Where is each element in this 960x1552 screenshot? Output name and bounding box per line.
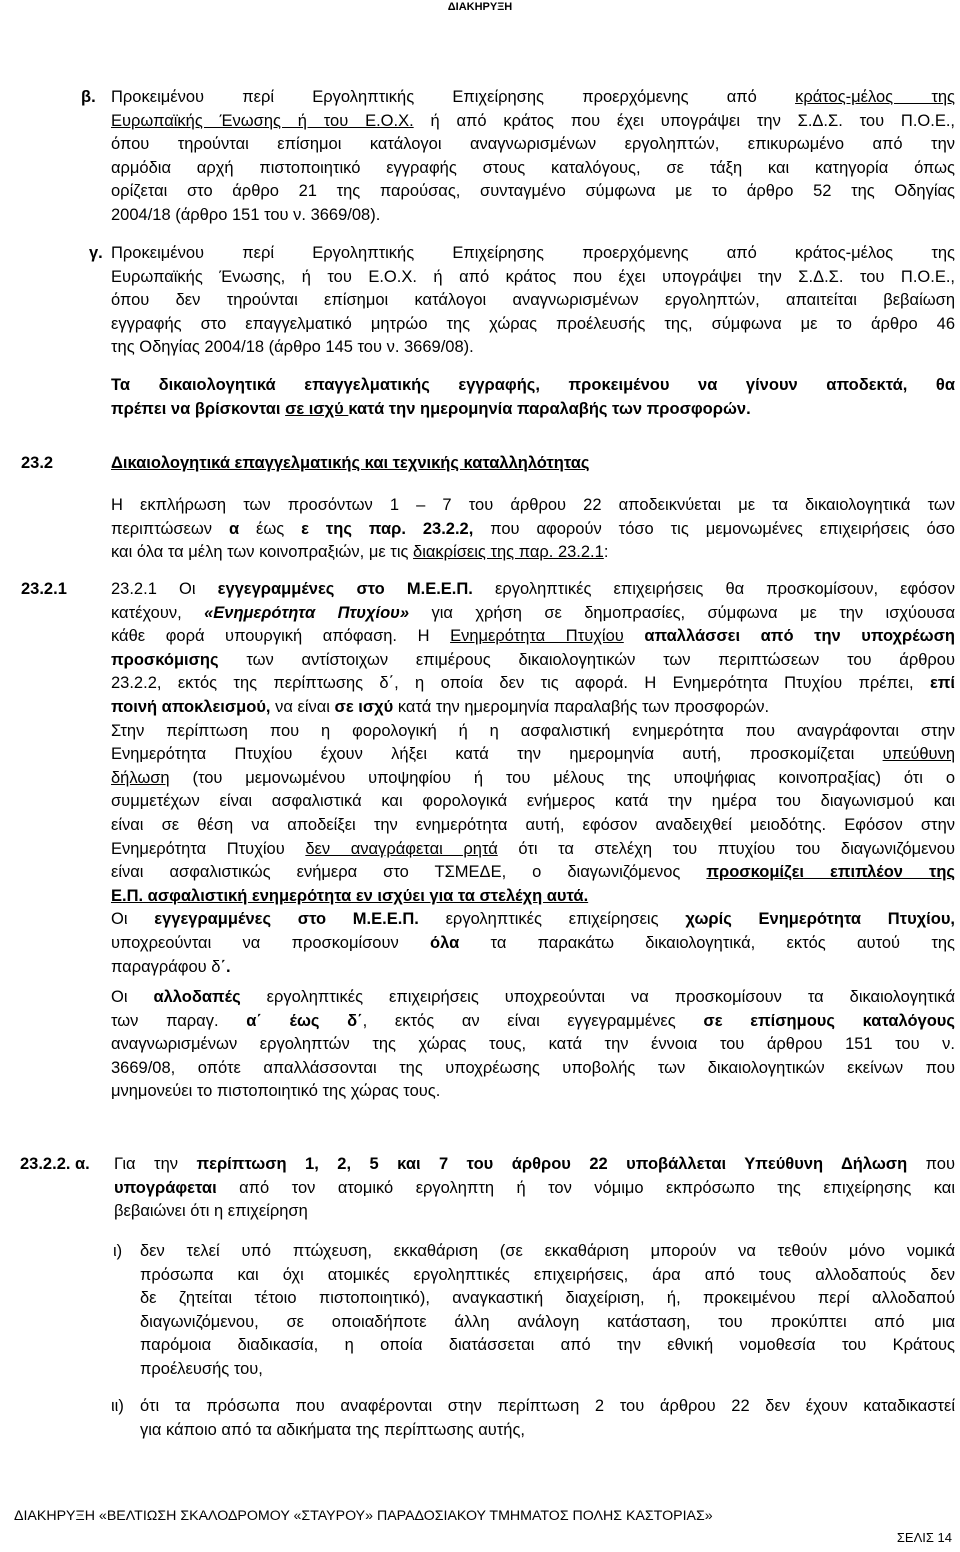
section-23-2-1-body: 23.2.1 Οι εγγεγραμμένες στο Μ.Ε.Ε.Π. εργοληπτικές επιχειρήσεις θα προσκομίσουν, εφόσον κατέχουν, «Ενημερότητα Πτυχίου» για χρήση σε δημοπρασίες, σύμφωνα με την ισχύουσα κάθε φορά υπουργική απόφαση. Η Ενημερότητα Πτυχίου απαλλάσσει από την υποχρέωση προσκόμισης των αντίστοιχων επιμέρους δικαιολογητικών των περιπτώσεων του άρθρου 23.2.2, εκτός της περίπτωσης δ΄, η οποία δεν τις αφορά. Η Ενημερότητα Πτυχίου πρέπει, επί ποινή αποκλεισμού, να είναι σε ισχύ κατά την ημερομηνία παραλαβής των προσφορών. Στην περίπτωση που η φορολογική ή η ασφαλιστική ενημερότητα που αναγράφονται στην Ενημερότητα Πτυχίου έχουν λήξει κατά την ημερομηνία αυτή, προσκομίζεται υπεύθυνη δήλωση (του μεμονωμένου υποψηφίου ή του μέλους της υποψήφιας κοινοπραξίας) ότι ο συμμετέχων είναι ασφαλιστικά και φορολογικά ενήμερος κατά την ημέρα του διαγωνισμού και είναι σε θέση να αποδείξει την ενημερότητα αυτή, εφόσον αναδειχθεί μειοδότης. Εφόσον στην Ενημερότητα Πτυχίου δεν αναγράφεται ρητά ότι τα στελέχη του πτυχίου του διαγωνιζόμενου είναι ασφαλιστικώς ενήμερα στο ΤΣΜΕΔΕ, ο διαγωνιζόμενος προσκομίζει επιπλέον της Ε.Π. ασφαλιστική ενημερότητα εν ισχύει για τα στελέχη αυτά. Οι εγγεγραμμένες στο Μ.Ε.Ε.Π. εργοληπτικές επιχείρησεις χωρίς Ενημερότητα Πτυχίου, υποχρεούνται να προσκομίσουν όλα τα παρακάτω δικαιολογητικά, εκτός αυτού της παραγράφου δ΄. [111, 580, 956, 976]
validity-note: Τα δικαιολογητικά επαγγελματικής εγγραφής, προκειμένου να γίνουν αποδεκτά, θα πρέπει να βρίσκονται σε ισχύ κατά την ημερομηνία παραλαβής των προσφορών. [111, 376, 955, 418]
item-ii-body: ότι τα πρόσωπα που αναφέρονται στην περίπτωση 2 του άρθρου 22 δεν έχουν καταδικαστεί για κάποιο από τα αδικήματα της περίπτωσης αυτής, [140, 1397, 955, 1439]
section-23-2-2-a-label: 23.2.2. α. [20, 1155, 90, 1173]
section-23-2-2-a-body: Για την περίπτωση 1, 2, 5 και 7 του άρθρου 22 υποβάλλεται Υπεύθυνη Δήλωση που υπογράφεται από τον ατομικό εργοληπτη ή τον νόμιμο εκπρόσωπο της επιχείρησης και βεβαιώνει ότι η επιχείρηση [114, 1155, 955, 1221]
foreign-companies-paragraph: Οι αλλοδαπές εργοληπτικές επιχειρήσεις υποχρεούνται να προσκομίσουν τα δικαιολογητικά των παραγ. α΄ έως δ΄, εκτός αν είναι εγγεγραμμένες σε επίσημους καταλόγους αναγνωρισμένων εργοληπτών της χώρας τους, κατά την έννοια του άρθρου 151 του ν. 3669/08, οπότε απαλλάσσονται της υποχρέωσης υποβολής των δικαιολογητικών εκείνων που μνημονεύει το πιστοποιητικό της χώρας τους. [111, 988, 955, 1101]
link-distinctions[interactable]: διακρίσεις της παρ. 23.2.1 [413, 543, 604, 562]
para-b: Προκειμένου περί Εργοληπτικής Επιχείρησης προερχόμενης από κράτος-μέλος της Ευρωπαϊκής Ένωσης ή του Ε.Ο.Χ. ή από κράτος που έχει υπογράψει την Σ.Δ.Σ. του Π.Ο.Ε., όπου τηρούνται επίσημοι κατάλογοι αναγνωρισμένων εργοληπτών, επικυρωμένο από την αρμόδια αρχή πιστοποιητικό εγγραφής στους καταλόγους, σε τάξη και κατηγορία όπως ορίζεται στο άρθρο 21 της παρούσας, συνταγμένο σύμφωνα με το άρθρο 52 της Οδηγίας 2004/18 (άρθρο 151 του ν. 3669/08). [111, 88, 955, 224]
para-c: Προκειμένου περί Εργοληπτικής Επιχείρησης προερχόμενης από κράτος-μέλος της Ευρωπαϊκής Ένωσης, ή του Ε.Ο.Χ. ή από κράτος που έχει υπογράψει την Σ.Δ.Σ. του Π.Ο.Ε., όπου δεν τηρούνται επίσημοι κατάλογοι αναγνωρισμένων εργοληπτών, απαιτείται βεβαίωση εγγραφής στο επαγγελματικό μητρώο της χώρας προέλευσής της, σύμφωνα με το άρθρο 46 της Οδηγίας 2004/18 (άρθρο 145 του ν. 3669/08). [111, 244, 955, 357]
section-23-2-number: 23.2 [21, 454, 54, 472]
para-b-label: β. [81, 88, 96, 106]
item-i-body: δεν τελεί υπό πτώχευση, εκκαθάριση (σε εκκαθάριση μπορούν να τεθούν μόνο νομικά πρόσωπα και όχι ατομικές εργοληπτικές επιχειρήσεις, άρα από τους αλλοδαπούς δεν δε ζητείται τέτοιο πιστοποιητικό), αναγκαστική διαχείριση, ή, προκειμένου περί αλλοδαπού διαγωνιζόμενου, σε οποιαδήποτε άλλη ανάλογη κατάσταση, του προκύπτει από μια παρόμοια διαδικασία, η οποία διατάσσεται από την εθνική νομοθεσία του Κράτους προέλευσής του, [140, 1242, 955, 1378]
link-member-state[interactable]: κράτος-μέλος της [795, 88, 955, 106]
section-23-2-body: Η εκπλήρωση των προσόντων 1 – 7 του άρθρου 22 αποδεικνύεται με τα δικαιολογητικά των περιπτώσεων α έως ε της παρ. 23.2.2, που αφορούν τόσο τις μεμονωμένες επιχειρήσεις όσο και όλα τα μέλη των κοινοπραξιών, με τις διακρίσεις της παρ. 23.2.1: [111, 496, 955, 562]
page-header-title: ΔΙΑΚΗΡΥΞΗ [447, 1, 513, 13]
section-23-2-1-number: 23.2.1 [21, 580, 67, 598]
item-ii-label: ιι) [111, 1397, 124, 1415]
section-23-2-title: Δικαιολογητικά επαγγελματικής και τεχνικής καταλληλότητας [111, 454, 590, 472]
para-c-label: γ. [89, 244, 103, 262]
page-number: ΣΕΛΙΣ 14 [896, 1530, 952, 1545]
item-i-label: ι) [113, 1242, 123, 1260]
page-footer: ΔΙΑΚΗΡΥΞΗ «ΒΕΛΤΙΩΣΗ ΣΚΑΛΟΔΡΟΜΟΥ «ΣΤΑΥΡΟΥ» ΠΑΡΑΔΟΣΙΑΚΟΥ ΤΜΗΜΑΤΟΣ ΠΟΛΗΣ ΚΑΣΤΟΡΙΑΣ» [14, 1508, 713, 1524]
